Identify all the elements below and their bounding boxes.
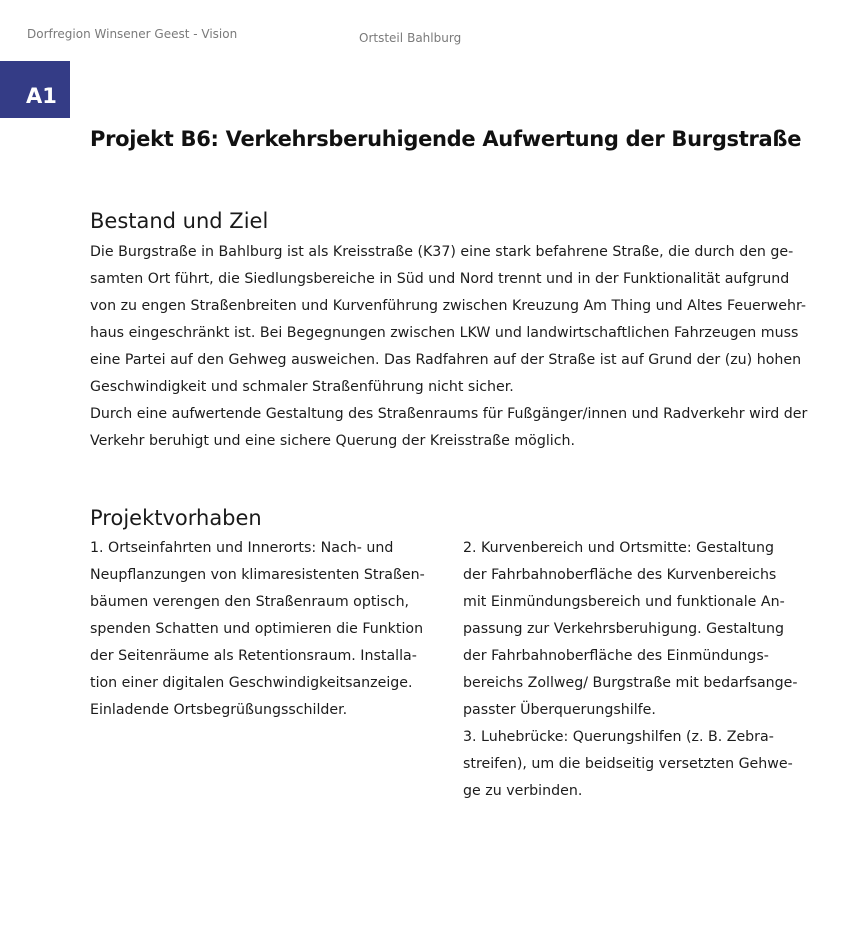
text-line: Neupflanzungen von klimaresistenten Straßen- (90, 567, 425, 583)
text-line: eine Partei auf den Gehweg ausweichen. Das Radfahren auf der Straße ist auf Grund der (zu) hohen (90, 352, 802, 368)
text-line: 2. Kurvenbereich und Ortsmitte: Gestaltung (463, 540, 775, 556)
text-line: Einladende Ortsbegrüßungsschilder. (90, 702, 348, 718)
section-heading-bestand: Bestand und Ziel (90, 209, 269, 233)
text-line: Geschwindigkeit und schmaler Straßenführung nicht sicher. (90, 379, 514, 395)
text-line: haus eingeschränkt ist. Bei Begegnungen zwischen LKW und landwirtschaftlichen Fahrzeugen muss (90, 325, 799, 341)
text-line: passter Überquerungshilfe. (463, 702, 656, 718)
district-prefix: Ortsteil (359, 31, 404, 45)
text-line: Die Burgstraße in Bahlburg ist als Kreisstraße (K37) eine stark befahrene Straße, die durch den ge- (90, 244, 794, 260)
text-line: Verkehr beruhigt und eine sichere Querung der Kreisstraße möglich. (90, 433, 576, 449)
document-series-label: Dorfregion Winsener Geest - Vision (27, 27, 238, 41)
text-line: ge zu verbinden. (463, 783, 583, 799)
district-name: Bahlburg (407, 31, 462, 45)
text-line: passung zur Verkehrsberuhigung. Gestaltung (463, 621, 784, 637)
project-column-left (90, 535, 440, 724)
project-column-right (463, 535, 813, 805)
text-line: samten Ort führt, die Siedlungsbereiche in Süd und Nord trennt und in der Funktionalität aufgrund (90, 271, 790, 287)
district-label (359, 31, 461, 45)
text-line: bäumen verengen den Straßenraum optisch, (90, 594, 410, 610)
text-line: tion einer digitalen Geschwindigkeitsanzeige. (90, 675, 413, 691)
section-body-bestand (90, 239, 808, 455)
text-line: von zu engen Straßenbreiten und Kurvenführung zwischen Kreuzung Am Thing und Altes Feuerwehr- (90, 298, 806, 314)
text-line: streifen), um die beidseitig versetzten Gehwe- (463, 756, 793, 772)
text-line: mit Einmündungsbereich und funktionale An- (463, 594, 785, 610)
text-line: 1. Ortseinfahrten und Innerorts: Nach- und (90, 540, 394, 556)
text-line: Durch eine aufwertende Gestaltung des Straßenraums für Fußgänger/innen und Radverkehr wird der (90, 406, 808, 422)
text-line: der Fahrbahnoberfläche des Einmündungs- (463, 648, 769, 664)
section-heading-projektvorhaben: Projektvorhaben (90, 506, 262, 530)
text-line: spenden Schatten und optimieren die Funktion (90, 621, 424, 637)
text-line: bereichs Zollweg/ Burgstraße mit bedarfsange- (463, 675, 798, 691)
text-line: der Fahrbahnoberfläche des Kurvenbereichs (463, 567, 777, 583)
text-line: der Seitenräume als Retentionsraum. Installa- (90, 648, 417, 664)
section-tag: A1 (0, 61, 70, 118)
page-title: Projekt B6: Verkehrsberuhigende Aufwertung der Burgstraße (90, 127, 802, 151)
text-line: 3. Luhebrücke: Querungshilfen (z. B. Zebra- (463, 729, 774, 745)
